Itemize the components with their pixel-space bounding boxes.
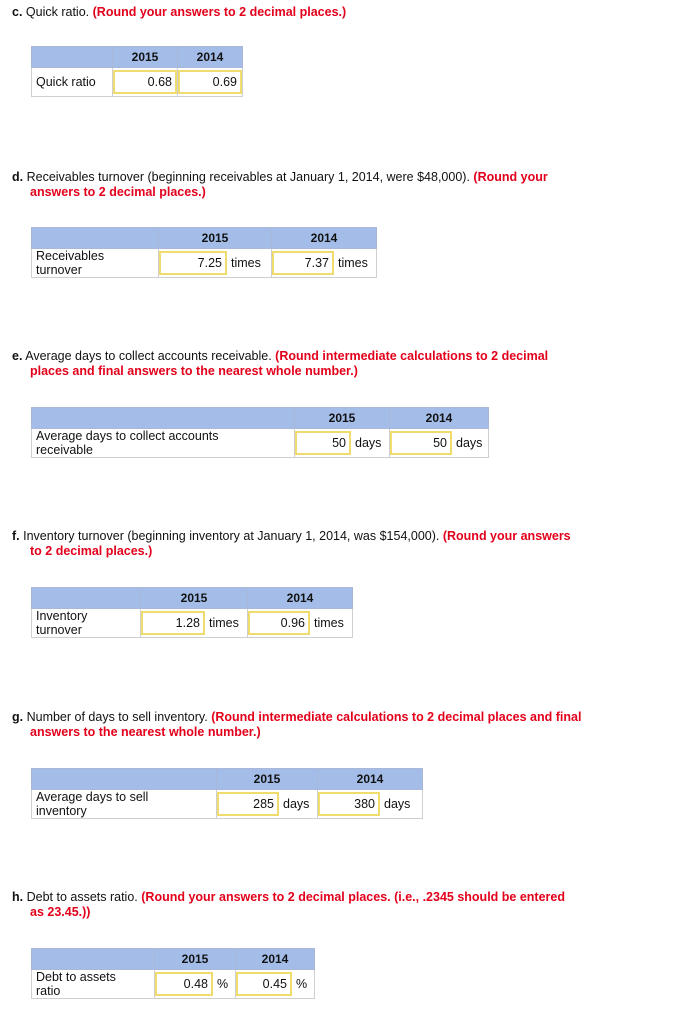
unit-label: days bbox=[456, 436, 483, 450]
question-letter: d. bbox=[12, 170, 24, 184]
header-blank bbox=[32, 408, 295, 429]
row-label bbox=[32, 970, 155, 999]
col-2014: 2014 bbox=[236, 949, 315, 970]
quick-ratio-2015-input[interactable]: 0.68 bbox=[113, 70, 177, 94]
receivables-turnover-2014-input[interactable]: 7.37 bbox=[272, 251, 334, 275]
col-2014: 2014 bbox=[390, 408, 489, 429]
receivables-turnover-table bbox=[31, 227, 377, 278]
question-f bbox=[12, 529, 571, 559]
col-2014: 2014 bbox=[318, 769, 423, 790]
inventory-turnover-2015-input[interactable]: 1.28 bbox=[141, 611, 205, 635]
debt-to-assets-table bbox=[31, 948, 315, 999]
row-label-line2: inventory bbox=[36, 804, 87, 818]
days-to-sell-2014-input[interactable]: 380 bbox=[318, 792, 380, 816]
cell-2015 bbox=[141, 609, 248, 638]
rounding-note: (Round your answers to 2 decimal places.) bbox=[92, 5, 347, 19]
header-blank bbox=[32, 949, 155, 970]
row-label bbox=[32, 790, 217, 819]
question-prompt: Receivables turnover (beginning receivables at January 1, 2014, were $48,000). bbox=[26, 170, 470, 184]
days-to-sell-table bbox=[31, 768, 423, 819]
row-label-line1: Receivables bbox=[36, 249, 105, 263]
row-label bbox=[32, 249, 159, 278]
row-label-line1: Average days to collect accounts bbox=[36, 429, 219, 443]
col-2014: 2014 bbox=[248, 588, 353, 609]
question-c bbox=[12, 5, 346, 20]
inventory-turnover-2014-input[interactable]: 0.96 bbox=[248, 611, 310, 635]
col-2015: 2015 bbox=[159, 228, 272, 249]
col-2015: 2015 bbox=[113, 47, 178, 68]
cell-2014 bbox=[248, 609, 353, 638]
rounding-note-cont: answers to the nearest whole number.) bbox=[30, 725, 261, 739]
row-label-line2: turnover bbox=[36, 263, 82, 277]
header-blank bbox=[32, 588, 141, 609]
question-prompt: Average days to collect accounts receivable. bbox=[25, 349, 272, 363]
debt-to-assets-2014-input[interactable]: 0.45 bbox=[236, 972, 292, 996]
question-letter: e. bbox=[12, 349, 23, 363]
debt-to-assets-2015-input[interactable]: 0.48 bbox=[155, 972, 213, 996]
question-prompt: Quick ratio. bbox=[25, 5, 90, 19]
cell-2015 bbox=[217, 790, 318, 819]
unit-label: % bbox=[217, 977, 229, 991]
unit-label: times bbox=[338, 256, 368, 270]
col-2015: 2015 bbox=[217, 769, 318, 790]
days-to-sell-2015-input[interactable]: 285 bbox=[217, 792, 279, 816]
question-prompt: Number of days to sell inventory. bbox=[26, 710, 208, 724]
rounding-note-cont: places and final answers to the nearest whole number.) bbox=[30, 364, 358, 378]
unit-label: times bbox=[314, 616, 344, 630]
cell-2014 bbox=[272, 249, 377, 278]
inventory-turnover-table bbox=[31, 587, 353, 638]
receivables-turnover-2015-input[interactable]: 7.25 bbox=[159, 251, 227, 275]
question-e bbox=[12, 349, 548, 379]
row-label-line1: Debt to assets bbox=[36, 970, 116, 984]
quick-ratio-2014-input[interactable]: 0.69 bbox=[178, 70, 242, 94]
cell-2015 bbox=[113, 68, 178, 97]
col-2015: 2015 bbox=[141, 588, 248, 609]
days-to-collect-2015-input[interactable]: 50 bbox=[295, 431, 351, 455]
row-label-line1: Average days to sell bbox=[36, 790, 149, 804]
header-blank bbox=[32, 228, 159, 249]
question-letter: c. bbox=[12, 5, 23, 19]
row-label-line2: ratio bbox=[36, 984, 61, 998]
question-g bbox=[12, 710, 581, 740]
header-blank bbox=[32, 47, 113, 68]
row-label-line2: turnover bbox=[36, 623, 82, 637]
rounding-note: (Round your bbox=[473, 170, 548, 184]
unit-label: % bbox=[296, 977, 308, 991]
col-2014: 2014 bbox=[272, 228, 377, 249]
cell-2014 bbox=[318, 790, 423, 819]
unit-label: days bbox=[283, 797, 310, 811]
rounding-note: (Round intermediate calculations to 2 decimal bbox=[275, 349, 549, 363]
cell-2015 bbox=[295, 429, 390, 458]
days-to-collect-2014-input[interactable]: 50 bbox=[390, 431, 452, 455]
cell-2014 bbox=[236, 970, 315, 999]
row-label: Quick ratio bbox=[32, 68, 113, 97]
unit-label: days bbox=[384, 797, 411, 811]
rounding-note: (Round your answers to 2 decimal places. (i.e., .2345 should be entered bbox=[141, 890, 565, 904]
col-2014: 2014 bbox=[178, 47, 243, 68]
unit-label: times bbox=[209, 616, 239, 630]
rounding-note-cont: answers to 2 decimal places.) bbox=[30, 185, 206, 199]
row-label bbox=[32, 429, 295, 458]
cell-2014 bbox=[178, 68, 243, 97]
unit-label: times bbox=[231, 256, 261, 270]
rounding-note-cont: to 2 decimal places.) bbox=[30, 544, 153, 558]
quick-ratio-table bbox=[31, 46, 243, 97]
row-label bbox=[32, 609, 141, 638]
question-prompt: Inventory turnover (beginning inventory at January 1, 2014, was $154,000). bbox=[23, 529, 440, 543]
question-h bbox=[12, 890, 565, 920]
cell-2015 bbox=[155, 970, 236, 999]
row-label-line2: receivable bbox=[36, 443, 93, 457]
cell-2015 bbox=[159, 249, 272, 278]
row-label-line1: Inventory bbox=[36, 609, 88, 623]
question-d bbox=[12, 170, 548, 200]
days-to-collect-table bbox=[31, 407, 489, 458]
col-2015: 2015 bbox=[155, 949, 236, 970]
col-2015: 2015 bbox=[295, 408, 390, 429]
header-blank bbox=[32, 769, 217, 790]
rounding-note: (Round intermediate calculations to 2 decimal places and final bbox=[211, 710, 582, 724]
unit-label: days bbox=[355, 436, 382, 450]
question-letter: f. bbox=[12, 529, 20, 543]
rounding-note: (Round your answers bbox=[442, 529, 571, 543]
question-prompt: Debt to assets ratio. bbox=[26, 890, 138, 904]
question-letter: g. bbox=[12, 710, 24, 724]
rounding-note-cont: as 23.45.)) bbox=[30, 905, 91, 919]
cell-2014 bbox=[390, 429, 489, 458]
question-letter: h. bbox=[12, 890, 24, 904]
